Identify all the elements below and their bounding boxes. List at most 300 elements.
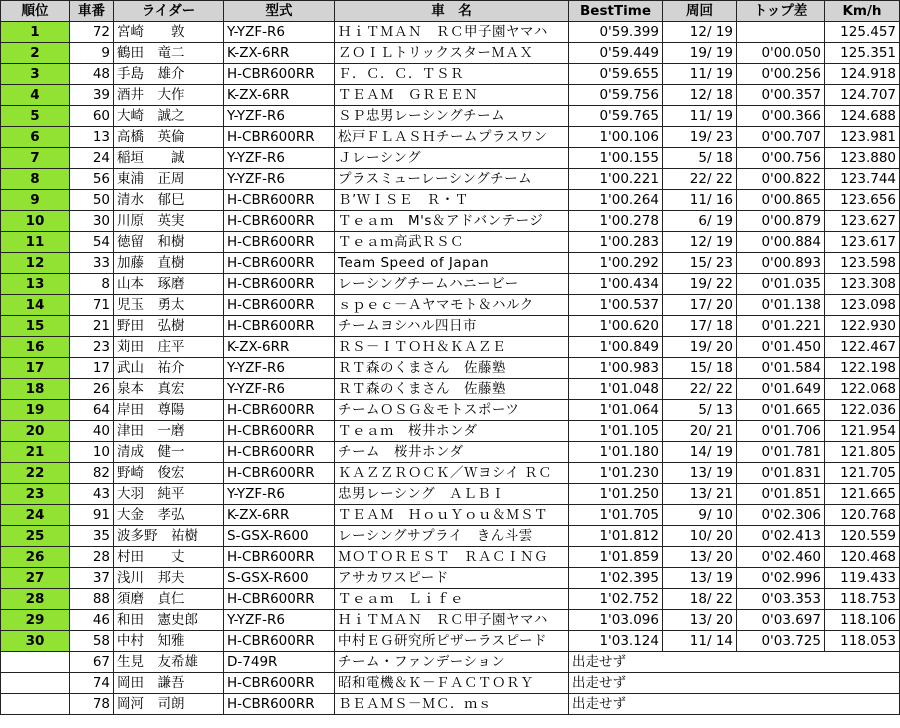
header-pos: 順位 xyxy=(1,1,70,22)
cell-pos: 24 xyxy=(1,505,70,526)
cell-laps: 11/ 19 xyxy=(663,106,737,127)
cell-rider: 児玉 勇太 xyxy=(114,295,224,316)
cell-gap xyxy=(737,22,825,43)
cell-team: チームヨシハル四日市 xyxy=(335,316,569,337)
cell-gap: 0'01.138 xyxy=(737,295,825,316)
cell-model: D-749R xyxy=(224,652,335,673)
cell-best: 0'59.399 xyxy=(569,22,663,43)
cell-laps: 18/ 22 xyxy=(663,589,737,610)
cell-rider: 津田 一磨 xyxy=(114,421,224,442)
cell-gap: 0'00.256 xyxy=(737,64,825,85)
cell-rider: 浅川 邦夫 xyxy=(114,568,224,589)
cell-speed: 123.098 xyxy=(825,295,900,316)
cell-best: 1'00.434 xyxy=(569,274,663,295)
table-row xyxy=(1,358,900,379)
cell-pos: 10 xyxy=(1,211,70,232)
cell-pos: 13 xyxy=(1,274,70,295)
cell-rider: 須磨 貞仁 xyxy=(114,589,224,610)
cell-laps: 17/ 20 xyxy=(663,295,737,316)
cell-gap: 0'02.413 xyxy=(737,526,825,547)
cell-rider: 野田 弘樹 xyxy=(114,316,224,337)
cell-no: 82 xyxy=(70,463,114,484)
cell-no: 54 xyxy=(70,232,114,253)
cell-speed: 125.457 xyxy=(825,22,900,43)
cell-laps: 5/ 18 xyxy=(663,148,737,169)
cell-best: 1'00.264 xyxy=(569,190,663,211)
cell-gap: 0'00.893 xyxy=(737,253,825,274)
cell-rider: 徳留 和樹 xyxy=(114,232,224,253)
cell-gap: 0'00.050 xyxy=(737,43,825,64)
cell-laps: 19/ 22 xyxy=(663,274,737,295)
cell-team: 忠男レーシング ＡＬＢＩ xyxy=(335,484,569,505)
cell-speed: 122.930 xyxy=(825,316,900,337)
cell-gap: 0'01.450 xyxy=(737,337,825,358)
cell-speed: 123.617 xyxy=(825,232,900,253)
cell-gap: 0'01.584 xyxy=(737,358,825,379)
cell-rider: 大崎 誠之 xyxy=(114,106,224,127)
cell-laps: 12/ 19 xyxy=(663,22,737,43)
cell-team: 中村ＥＧ研究所ピザーラスピード xyxy=(335,631,569,652)
cell-team: ＫＡＺＺＲＯＣＫ／Ｗヨシイ ＲＣ xyxy=(335,463,569,484)
cell-model: S-GSX-R600 xyxy=(224,568,335,589)
cell-team: ＨｉＴＭＡＮ ＲＣ甲子園ヤマハ xyxy=(335,22,569,43)
cell-pos xyxy=(1,652,70,673)
cell-team: レーシングサプライ きん斗雲 xyxy=(335,526,569,547)
cell-laps: 22/ 22 xyxy=(663,379,737,400)
table-row xyxy=(1,127,900,148)
cell-best: 1'01.812 xyxy=(569,526,663,547)
cell-pos: 28 xyxy=(1,589,70,610)
cell-laps: 14/ 19 xyxy=(663,442,737,463)
cell-no: 26 xyxy=(70,379,114,400)
cell-no: 71 xyxy=(70,295,114,316)
cell-best: 1'00.620 xyxy=(569,316,663,337)
cell-no: 37 xyxy=(70,568,114,589)
cell-speed: 123.981 xyxy=(825,127,900,148)
cell-speed: 123.880 xyxy=(825,148,900,169)
cell-best: 1'01.230 xyxy=(569,463,663,484)
table-row xyxy=(1,421,900,442)
table-row xyxy=(1,379,900,400)
cell-model: Y-YZF-R6 xyxy=(224,379,335,400)
cell-model: K-ZX-6RR xyxy=(224,43,335,64)
cell-no: 40 xyxy=(70,421,114,442)
cell-laps: 12/ 18 xyxy=(663,85,737,106)
table-row xyxy=(1,337,900,358)
cell-pos: 23 xyxy=(1,484,70,505)
cell-note: 出走せず xyxy=(569,694,900,715)
cell-gap: 0'01.781 xyxy=(737,442,825,463)
cell-pos: 2 xyxy=(1,43,70,64)
cell-speed: 124.918 xyxy=(825,64,900,85)
header-laps: 周回 xyxy=(663,1,737,22)
cell-best: 1'01.180 xyxy=(569,442,663,463)
cell-no: 21 xyxy=(70,316,114,337)
table-row xyxy=(1,400,900,421)
cell-team: 昭和電機＆Ｋ－ＦＡＣＴＯＲＹ xyxy=(335,673,569,694)
cell-rider: 川原 英実 xyxy=(114,211,224,232)
header-no: 車番 xyxy=(70,1,114,22)
header-rider: ライダー xyxy=(114,1,224,22)
table-row-dns xyxy=(1,673,900,694)
cell-gap: 0'01.851 xyxy=(737,484,825,505)
cell-best: 1'01.705 xyxy=(569,505,663,526)
cell-pos: 18 xyxy=(1,379,70,400)
cell-no: 17 xyxy=(70,358,114,379)
cell-model: H-CBR600RR xyxy=(224,442,335,463)
cell-model: Y-YZF-R6 xyxy=(224,169,335,190)
cell-no: 60 xyxy=(70,106,114,127)
table-row xyxy=(1,211,900,232)
cell-model: K-ZX-6RR xyxy=(224,337,335,358)
cell-laps: 19/ 19 xyxy=(663,43,737,64)
cell-team: チーム・ファンデーション xyxy=(335,652,569,673)
cell-speed: 122.467 xyxy=(825,337,900,358)
cell-model: Y-YZF-R6 xyxy=(224,106,335,127)
table-row-dns xyxy=(1,694,900,715)
cell-no: 28 xyxy=(70,547,114,568)
cell-no: 50 xyxy=(70,190,114,211)
cell-laps: 9/ 10 xyxy=(663,505,737,526)
cell-best: 1'00.155 xyxy=(569,148,663,169)
cell-rider: 山本 琢磨 xyxy=(114,274,224,295)
cell-best: 0'59.655 xyxy=(569,64,663,85)
cell-best: 1'01.064 xyxy=(569,400,663,421)
cell-model: H-CBR600RR xyxy=(224,631,335,652)
cell-model: Y-YZF-R6 xyxy=(224,610,335,631)
cell-gap: 0'01.035 xyxy=(737,274,825,295)
cell-best: 1'00.537 xyxy=(569,295,663,316)
cell-team: レーシングチームハニービー xyxy=(335,274,569,295)
table-row xyxy=(1,631,900,652)
cell-pos: 25 xyxy=(1,526,70,547)
cell-team: 松戸ＦＬＡＳＨチームプラスワン xyxy=(335,127,569,148)
cell-no: 58 xyxy=(70,631,114,652)
cell-laps: 13/ 19 xyxy=(663,463,737,484)
cell-rider: 手島 雄介 xyxy=(114,64,224,85)
header-gap: トップ差 xyxy=(737,1,825,22)
cell-speed: 122.036 xyxy=(825,400,900,421)
cell-rider: 稲垣 誠 xyxy=(114,148,224,169)
cell-team: ＭＯＴＯＲＥＳＴ ＲＡＣＩＮＧ xyxy=(335,547,569,568)
header-row xyxy=(1,1,900,22)
cell-laps: 15/ 18 xyxy=(663,358,737,379)
cell-note: 出走せず xyxy=(569,673,900,694)
cell-no: 91 xyxy=(70,505,114,526)
cell-model: H-CBR600RR xyxy=(224,589,335,610)
table-row xyxy=(1,484,900,505)
cell-no: 48 xyxy=(70,64,114,85)
cell-laps: 11/ 16 xyxy=(663,190,737,211)
cell-no: 8 xyxy=(70,274,114,295)
cell-team: ｓｐｅｃ－Ａヤマモト＆ハルク xyxy=(335,295,569,316)
cell-laps: 20/ 21 xyxy=(663,421,737,442)
cell-rider: 加藤 直樹 xyxy=(114,253,224,274)
cell-team: アサカワスピード xyxy=(335,568,569,589)
cell-model: H-CBR600RR xyxy=(224,463,335,484)
cell-team: ＲＳ－ＩＴＯＨ＆ＫＡＺＥ xyxy=(335,337,569,358)
cell-pos: 20 xyxy=(1,421,70,442)
cell-best: 1'03.096 xyxy=(569,610,663,631)
cell-gap: 0'00.756 xyxy=(737,148,825,169)
cell-best: 1'00.292 xyxy=(569,253,663,274)
cell-laps: 13/ 19 xyxy=(663,568,737,589)
cell-no: 78 xyxy=(70,694,114,715)
cell-team: ＲＴ森のくまさん 佐藤塾 xyxy=(335,379,569,400)
cell-laps: 19/ 20 xyxy=(663,337,737,358)
cell-no: 9 xyxy=(70,43,114,64)
table-row xyxy=(1,253,900,274)
cell-pos: 7 xyxy=(1,148,70,169)
cell-model: H-CBR600RR xyxy=(224,295,335,316)
table-row xyxy=(1,610,900,631)
cell-gap: 0'00.879 xyxy=(737,211,825,232)
cell-best: 1'00.283 xyxy=(569,232,663,253)
cell-rider: 岡田 謙吾 xyxy=(114,673,224,694)
cell-laps: 6/ 19 xyxy=(663,211,737,232)
cell-team: ＳＰ忠男レーシングチーム xyxy=(335,106,569,127)
cell-speed: 122.198 xyxy=(825,358,900,379)
cell-pos: 22 xyxy=(1,463,70,484)
cell-best: 1'00.221 xyxy=(569,169,663,190)
cell-best: 1'01.859 xyxy=(569,547,663,568)
table-row xyxy=(1,169,900,190)
cell-model: H-CBR600RR xyxy=(224,253,335,274)
cell-no: 39 xyxy=(70,85,114,106)
cell-team: Ｊレーシング xyxy=(335,148,569,169)
cell-rider: 苅田 庄平 xyxy=(114,337,224,358)
cell-rider: 東浦 正周 xyxy=(114,169,224,190)
cell-best: 0'59.449 xyxy=(569,43,663,64)
cell-team: ＴＥＡＭ ＧＲＥＥＮ xyxy=(335,85,569,106)
cell-no: 46 xyxy=(70,610,114,631)
cell-team: Ｔｅａｍ 桜井ホンダ xyxy=(335,421,569,442)
cell-pos: 5 xyxy=(1,106,70,127)
cell-pos: 26 xyxy=(1,547,70,568)
cell-pos: 30 xyxy=(1,631,70,652)
cell-model: H-CBR600RR xyxy=(224,127,335,148)
cell-gap: 0'00.366 xyxy=(737,106,825,127)
cell-pos: 27 xyxy=(1,568,70,589)
cell-gap: 0'00.865 xyxy=(737,190,825,211)
cell-gap: 0'02.306 xyxy=(737,505,825,526)
cell-pos: 3 xyxy=(1,64,70,85)
cell-best: 1'02.752 xyxy=(569,589,663,610)
cell-pos: 1 xyxy=(1,22,70,43)
cell-gap: 0'01.665 xyxy=(737,400,825,421)
table-row xyxy=(1,22,900,43)
cell-team: Ｔｅａｍ Ｌｉｆｅ xyxy=(335,589,569,610)
cell-gap: 0'01.706 xyxy=(737,421,825,442)
cell-pos: 11 xyxy=(1,232,70,253)
cell-speed: 121.705 xyxy=(825,463,900,484)
cell-best: 1'01.250 xyxy=(569,484,663,505)
cell-no: 56 xyxy=(70,169,114,190)
cell-best: 0'59.765 xyxy=(569,106,663,127)
cell-laps: 5/ 13 xyxy=(663,400,737,421)
cell-best: 1'00.849 xyxy=(569,337,663,358)
cell-no: 30 xyxy=(70,211,114,232)
cell-laps: 17/ 18 xyxy=(663,316,737,337)
cell-pos: 19 xyxy=(1,400,70,421)
cell-rider: 和田 憲史郎 xyxy=(114,610,224,631)
cell-laps: 11/ 14 xyxy=(663,631,737,652)
cell-pos: 21 xyxy=(1,442,70,463)
cell-laps: 15/ 23 xyxy=(663,253,737,274)
cell-model: Y-YZF-R6 xyxy=(224,358,335,379)
cell-pos: 29 xyxy=(1,610,70,631)
cell-team: Ｆ．Ｃ．Ｃ．ＴＳＲ xyxy=(335,64,569,85)
table-row xyxy=(1,463,900,484)
cell-model: Y-YZF-R6 xyxy=(224,148,335,169)
cell-note: 出走せず xyxy=(569,652,900,673)
cell-laps: 12/ 19 xyxy=(663,232,737,253)
cell-gap: 0'02.996 xyxy=(737,568,825,589)
cell-speed: 125.351 xyxy=(825,43,900,64)
cell-gap: 0'00.822 xyxy=(737,169,825,190)
cell-rider: 大羽 純平 xyxy=(114,484,224,505)
table-row xyxy=(1,43,900,64)
cell-model: H-CBR600RR xyxy=(224,232,335,253)
cell-gap: 0'01.649 xyxy=(737,379,825,400)
cell-team: チーム 桜井ホンダ xyxy=(335,442,569,463)
cell-pos: 16 xyxy=(1,337,70,358)
cell-no: 67 xyxy=(70,652,114,673)
cell-speed: 121.805 xyxy=(825,442,900,463)
table-row xyxy=(1,85,900,106)
cell-speed: 121.665 xyxy=(825,484,900,505)
cell-speed: 118.053 xyxy=(825,631,900,652)
table-row xyxy=(1,526,900,547)
cell-gap: 0'01.221 xyxy=(737,316,825,337)
cell-team: ＲＴ森のくまさん 佐藤塾 xyxy=(335,358,569,379)
cell-model: K-ZX-6RR xyxy=(224,505,335,526)
table-row xyxy=(1,589,900,610)
cell-pos xyxy=(1,694,70,715)
cell-rider: 大金 孝弘 xyxy=(114,505,224,526)
cell-rider: 中村 知雅 xyxy=(114,631,224,652)
table-row xyxy=(1,442,900,463)
cell-gap: 0'03.353 xyxy=(737,589,825,610)
cell-rider: 野崎 俊宏 xyxy=(114,463,224,484)
cell-gap: 0'00.357 xyxy=(737,85,825,106)
header-team: 車 名 xyxy=(335,1,569,22)
cell-no: 23 xyxy=(70,337,114,358)
cell-no: 74 xyxy=(70,673,114,694)
cell-team: プラスミューレーシングチーム xyxy=(335,169,569,190)
cell-model: H-CBR600RR xyxy=(224,421,335,442)
cell-gap: 0'01.831 xyxy=(737,463,825,484)
cell-pos: 9 xyxy=(1,190,70,211)
cell-pos xyxy=(1,673,70,694)
cell-model: H-CBR600RR xyxy=(224,64,335,85)
cell-pos: 14 xyxy=(1,295,70,316)
cell-team: ＢＥＡＭＳ－ＭＣ．ｍｓ xyxy=(335,694,569,715)
cell-no: 64 xyxy=(70,400,114,421)
cell-team: チームＯＳＧ＆モトスポーツ xyxy=(335,400,569,421)
cell-gap: 0'00.884 xyxy=(737,232,825,253)
cell-no: 13 xyxy=(70,127,114,148)
table-row xyxy=(1,64,900,85)
cell-speed: 118.106 xyxy=(825,610,900,631)
table-row xyxy=(1,190,900,211)
cell-pos: 4 xyxy=(1,85,70,106)
cell-best: 1'01.048 xyxy=(569,379,663,400)
cell-best: 1'00.106 xyxy=(569,127,663,148)
cell-gap: 0'02.460 xyxy=(737,547,825,568)
cell-team: ＴＥＡＭ ＨｏｕＹｏｕ＆ＭＳＴ xyxy=(335,505,569,526)
cell-best: 1'01.105 xyxy=(569,421,663,442)
cell-model: S-GSX-R600 xyxy=(224,526,335,547)
cell-model: Y-YZF-R6 xyxy=(224,484,335,505)
cell-speed: 120.468 xyxy=(825,547,900,568)
cell-rider: 村田 丈 xyxy=(114,547,224,568)
cell-rider: 生見 友希雄 xyxy=(114,652,224,673)
cell-rider: 鶴田 竜二 xyxy=(114,43,224,64)
cell-model: H-CBR600RR xyxy=(224,190,335,211)
table-row xyxy=(1,568,900,589)
cell-best: 1'02.395 xyxy=(569,568,663,589)
cell-pos: 12 xyxy=(1,253,70,274)
cell-gap: 0'03.697 xyxy=(737,610,825,631)
cell-speed: 123.308 xyxy=(825,274,900,295)
cell-team: Team Speed of Japan xyxy=(335,253,569,274)
cell-no: 72 xyxy=(70,22,114,43)
cell-model: H-CBR600RR xyxy=(224,547,335,568)
cell-pos: 8 xyxy=(1,169,70,190)
table-row xyxy=(1,148,900,169)
cell-best: 0'59.756 xyxy=(569,85,663,106)
cell-laps: 13/ 20 xyxy=(663,547,737,568)
table-row xyxy=(1,295,900,316)
results-body xyxy=(1,22,900,715)
table-row xyxy=(1,316,900,337)
cell-no: 35 xyxy=(70,526,114,547)
cell-team: ＺＯＩＬトリックスターＭＡＸ xyxy=(335,43,569,64)
cell-laps: 19/ 23 xyxy=(663,127,737,148)
cell-model: H-CBR600RR xyxy=(224,400,335,421)
cell-rider: 岸田 尊陽 xyxy=(114,400,224,421)
cell-best: 1'00.983 xyxy=(569,358,663,379)
cell-speed: 121.954 xyxy=(825,421,900,442)
cell-speed: 123.627 xyxy=(825,211,900,232)
cell-speed: 118.753 xyxy=(825,589,900,610)
cell-speed: 124.707 xyxy=(825,85,900,106)
cell-best: 1'03.124 xyxy=(569,631,663,652)
cell-gap: 0'03.725 xyxy=(737,631,825,652)
header-model: 型式 xyxy=(224,1,335,22)
cell-speed: 122.068 xyxy=(825,379,900,400)
cell-speed: 124.688 xyxy=(825,106,900,127)
cell-rider: 高橋 英倫 xyxy=(114,127,224,148)
cell-no: 10 xyxy=(70,442,114,463)
cell-pos: 6 xyxy=(1,127,70,148)
table-row xyxy=(1,547,900,568)
cell-model: H-CBR600RR xyxy=(224,316,335,337)
cell-rider: 清水 郁巳 xyxy=(114,190,224,211)
cell-speed: 123.598 xyxy=(825,253,900,274)
cell-gap: 0'00.707 xyxy=(737,127,825,148)
cell-no: 43 xyxy=(70,484,114,505)
cell-pos: 15 xyxy=(1,316,70,337)
table-row xyxy=(1,274,900,295)
header-speed: Km/h xyxy=(825,1,900,22)
cell-model: H-CBR600RR xyxy=(224,673,335,694)
cell-rider: 岡河 司朗 xyxy=(114,694,224,715)
cell-rider: 泉本 真宏 xyxy=(114,379,224,400)
cell-rider: 宮崎 敦 xyxy=(114,22,224,43)
header-best: BestTime xyxy=(569,1,663,22)
